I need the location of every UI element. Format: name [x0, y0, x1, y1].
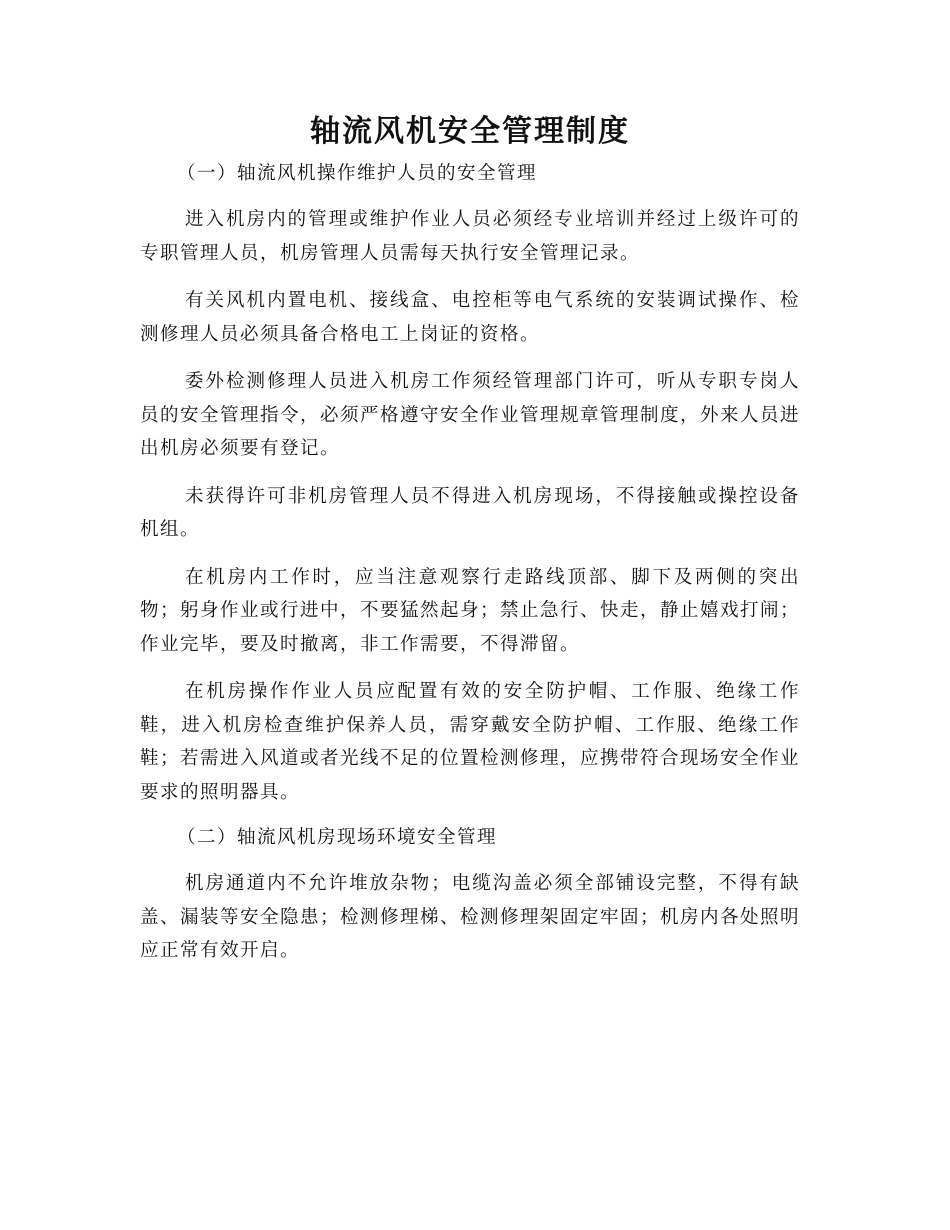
paragraph: 未获得许可非机房管理人员不得进入机房现场，不得接触或操控设备机组。	[140, 485, 800, 540]
document-title: 轴流风机安全管理制度	[310, 114, 630, 149]
paragraph: 有关风机内置电机、接线盒、电控柜等电气系统的安装调试操作、检测修理人员必须具备合格电工上岗证的资格。	[140, 290, 800, 345]
paragraph: 在机房内工作时，应当注意观察行走路线顶部、脚下及两侧的突出物；躬身作业或行进中，不要猛然起身；禁止急行、快走，静止嬉戏打闹；作业完毕，要及时撤离，非工作需要，不得滞留。	[140, 566, 801, 655]
section-heading-2: （二）轴流风机房现场环境安全管理	[177, 827, 498, 848]
section-heading-1: （一）轴流风机操作维护人员的安全管理	[177, 163, 538, 184]
paragraph: 机房通道内不允许堆放杂物；电缆沟盖必须全部铺设完整，不得有缺盖、漏装等安全隐患；检测修理梯、检测修理架固定牢固；机房内各处照明应正常有效开启。	[140, 873, 801, 961]
paragraph: 进入机房内的管理或维护作业人员必须经专业培训并经过上级许可的专职管理人员，机房管理人员需每天执行安全管理记录。	[140, 209, 800, 264]
document-page	[140, 108, 800, 968]
paragraph: 委外检测修理人员进入机房工作须经管理部门许可，听从专职专岗人员的安全管理指令，必须严格遵守安全作业管理规章管理制度，外来人员进出机房必须要有登记。	[140, 371, 801, 459]
paragraph: 在机房操作作业人员应配置有效的安全防护帽、工作服、绝缘工作鞋，进入机房检查维护保养人员，需穿戴安全防护帽、工作服、绝缘工作鞋；若需进入风道或者光线不足的位置检测修理，应携带符合现场安全作业要求的照明器具。	[140, 681, 801, 803]
